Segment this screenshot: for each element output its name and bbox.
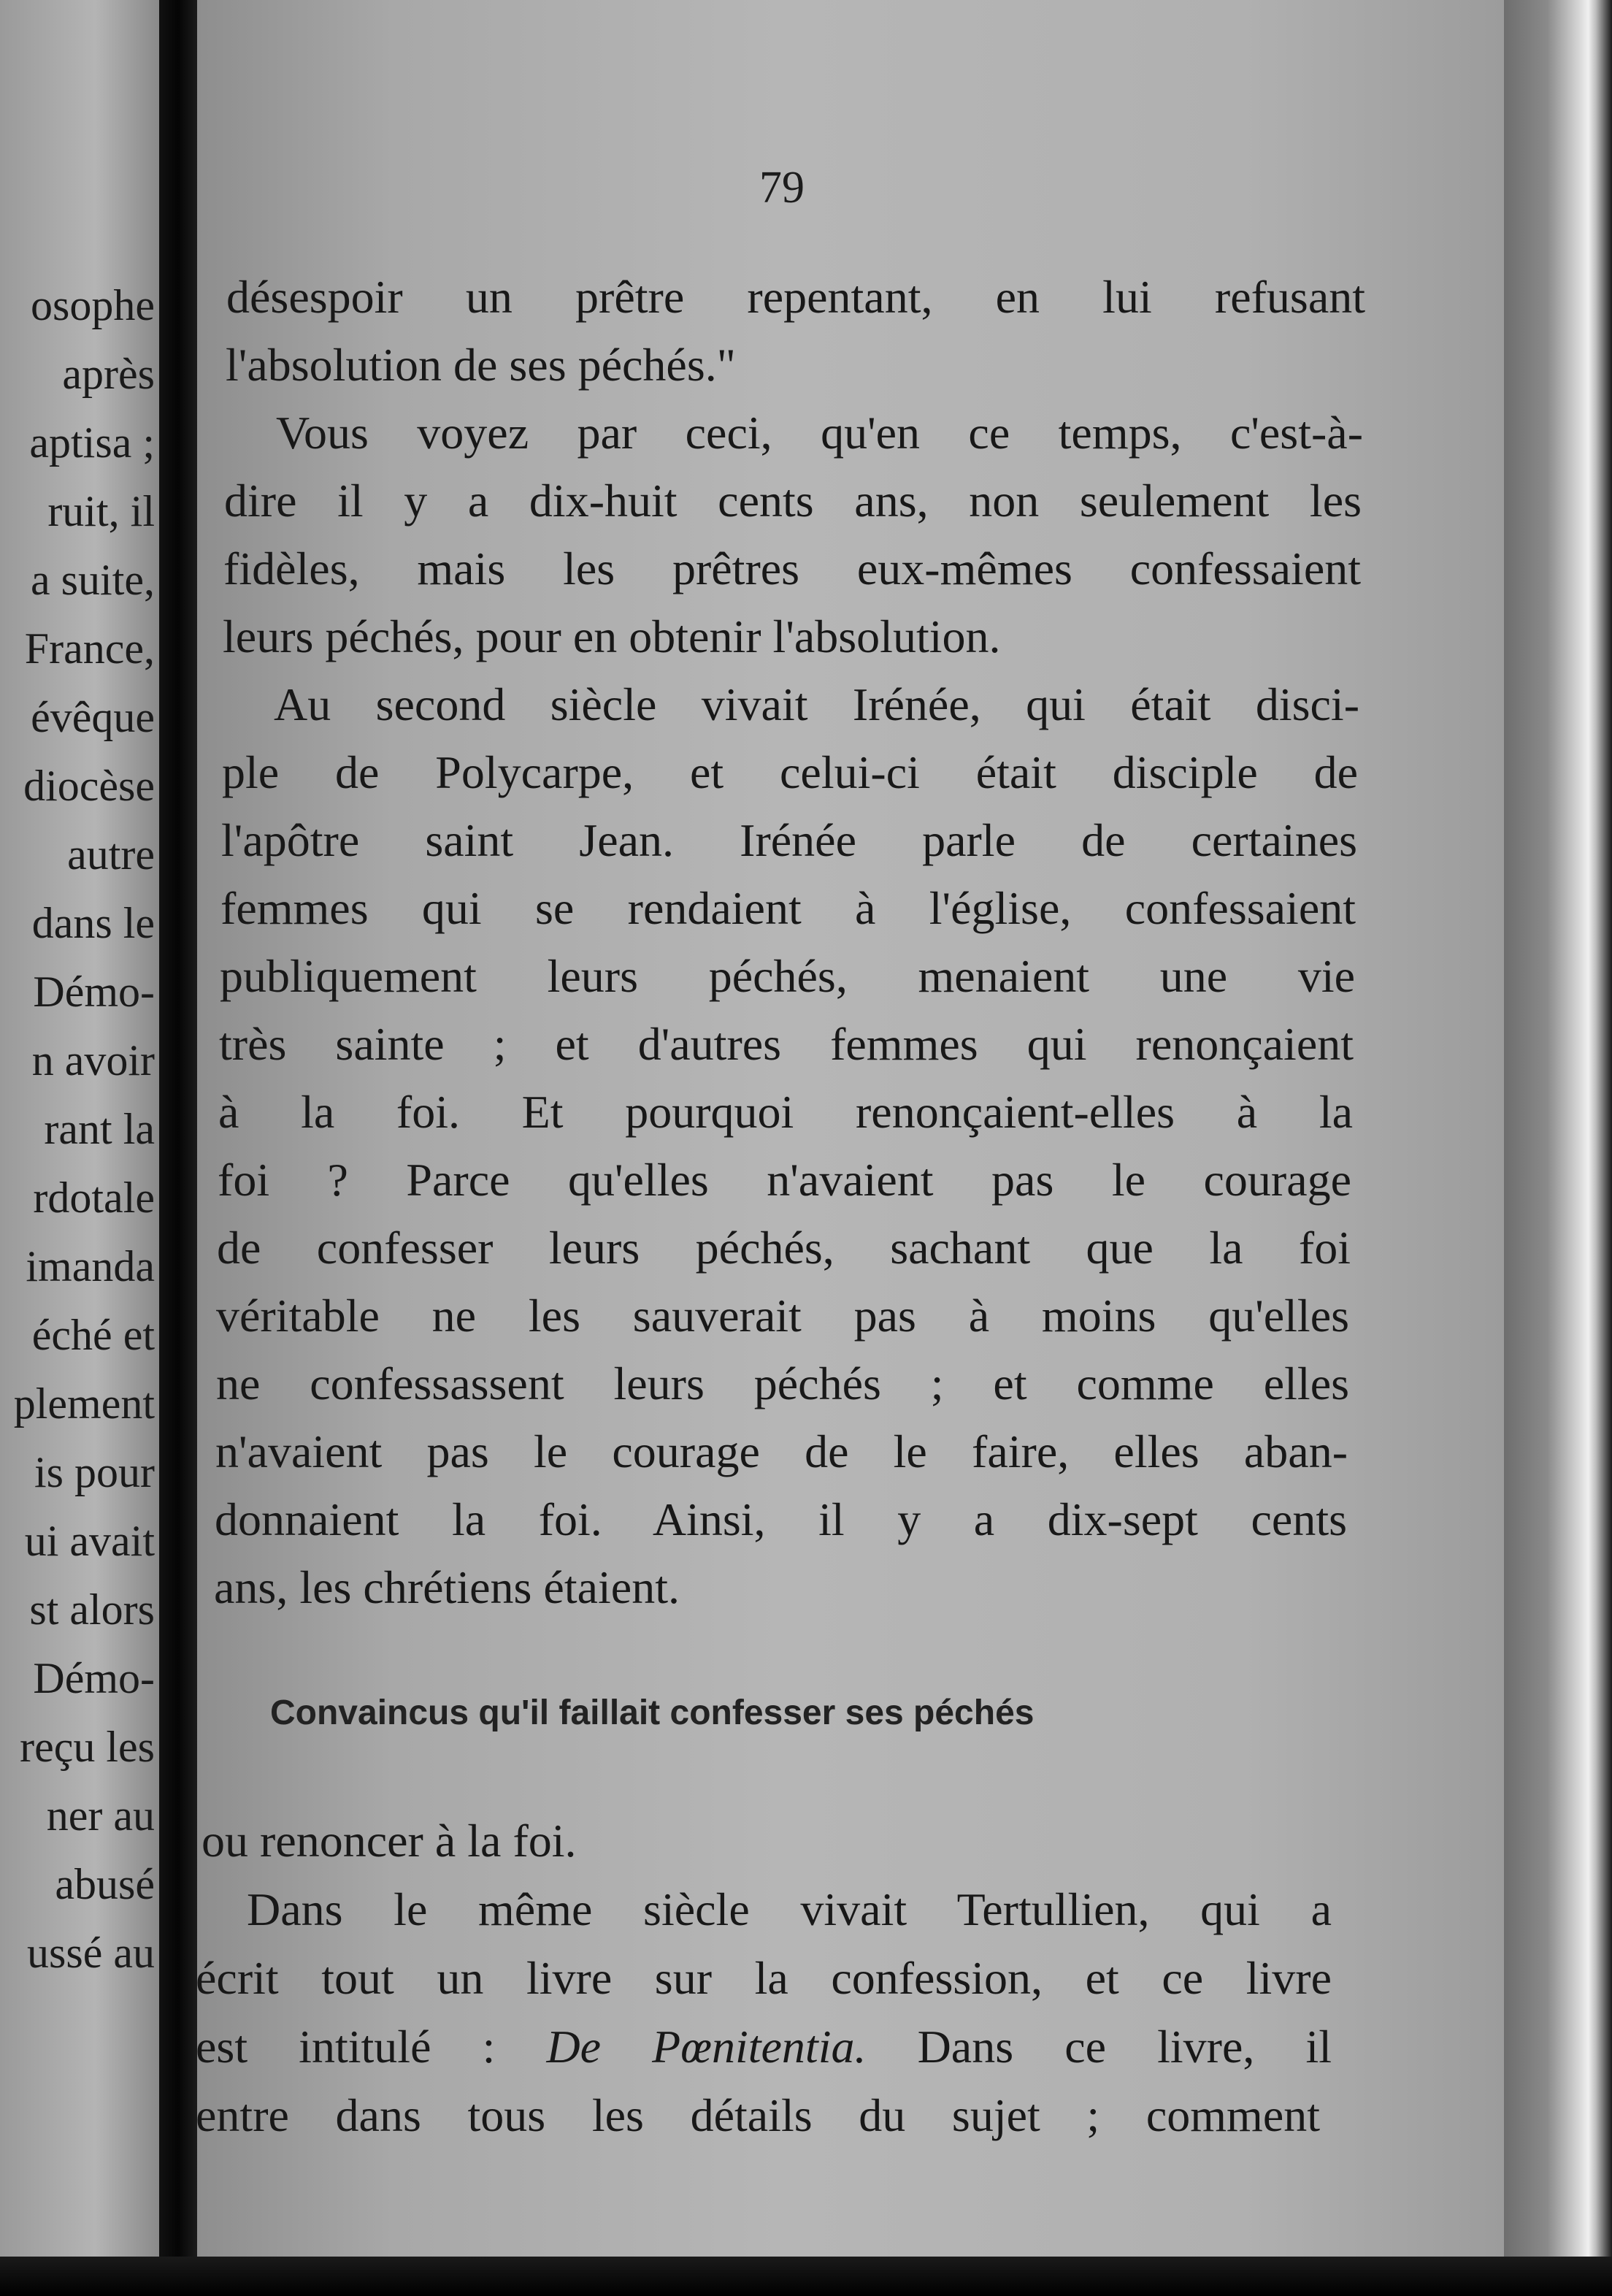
left-page-line: reçu les (20, 1723, 155, 1771)
left-page-line: ruit, il (47, 487, 155, 535)
text-line-with-title (196, 2020, 1332, 2074)
left-page-fragment (0, 0, 159, 2296)
text-line: Au second siècle vivait Irénée, qui était disci- (274, 678, 1359, 730)
page-number: 79 (759, 163, 805, 213)
scan-border (0, 2257, 1612, 2296)
text-line: écrit tout un livre sur la confession, et ce livre (196, 1952, 1332, 2004)
text-line: donnaient la foi. Ainsi, il y a dix-sept cents (215, 1493, 1347, 1545)
text-line: Dans le même siècle vivait Tertullien, qui a (247, 1883, 1332, 1935)
left-page-line: plement (13, 1379, 155, 1428)
left-page-line: imanda (26, 1242, 155, 1290)
left-page-line: France, (24, 624, 155, 673)
left-page-line: rdotale (33, 1174, 155, 1222)
text-line: très sainte ; et d'autres femmes qui renonçaient (219, 1018, 1354, 1070)
left-page-line: ussé au (27, 1929, 155, 1977)
text-line: à la foi. Et pourquoi renonçaient-elles à la (218, 1086, 1353, 1138)
left-page-line: ner au (46, 1791, 155, 1840)
text-line: n'avaient pas le courage de le faire, elles aban- (215, 1426, 1348, 1477)
section-subheading: Convaincus qu'il faillait confesser ses péchés (270, 1694, 1035, 1732)
left-page-line: évêque (31, 693, 155, 741)
left-page-line: Démo- (33, 1654, 155, 1702)
text-line: femmes qui se rendaient à l'église, confessaient (220, 882, 1356, 934)
text-line: foi ? Parce qu'elles n'avaient pas le courage (218, 1154, 1351, 1206)
left-page-line: dans le (31, 899, 155, 947)
left-page-line: aptisa ; (29, 418, 155, 467)
book-title: De Pœnitentia. (546, 2021, 867, 2073)
left-page-line: st alors (29, 1585, 155, 1634)
left-page-line: abusé (55, 1860, 155, 1908)
text-fragment: Dans ce livre, il (866, 2021, 1332, 2073)
text-line: l'absolution de ses péchés." (226, 339, 736, 391)
left-page-line: rant la (44, 1105, 155, 1153)
left-page-line: autre (67, 830, 155, 879)
book-gutter (159, 0, 197, 2296)
text-line: fidèles, mais les prêtres eux-mêmes confessaient (223, 543, 1361, 594)
text-line: désespoir un prêtre repentant, en lui refusant (226, 271, 1365, 323)
text-line: ou renoncer à la foi. (202, 1815, 577, 1867)
text-line: Vous voyez par ceci, qu'en ce temps, c'est-à- (276, 407, 1363, 459)
text-line: ans, les chrétiens étaient. (214, 1561, 680, 1613)
page-edge (1504, 0, 1612, 2296)
text-line: ple de Polycarpe, et celui-ci était disciple de (222, 746, 1358, 798)
left-page-line: Démo- (33, 968, 155, 1016)
left-page-line: éché et (31, 1311, 155, 1359)
left-page-line: a suite, (31, 556, 155, 604)
text-line: entre dans tous les détails du sujet ; comment (196, 2089, 1320, 2141)
left-page-line: osophe (31, 281, 155, 329)
text-line: leurs péchés, pour en obtenir l'absolution. (223, 611, 1001, 662)
text-line: dire il y a dix-huit cents ans, non seulement les (224, 475, 1362, 527)
left-page-line: n avoir (31, 1036, 155, 1084)
text-line: publiquement leurs péchés, menaient une vie (220, 950, 1355, 1002)
text-line: véritable ne les sauverait pas à moins qu'elles (216, 1290, 1349, 1342)
text-line: de confesser leurs péchés, sachant que la foi (217, 1222, 1351, 1274)
text-line: ne confessassent leurs péchés ; et comme elles (216, 1358, 1349, 1409)
text-line: l'apôtre saint Jean. Irénée parle de certaines (221, 814, 1357, 866)
left-page-line: is pour (34, 1448, 155, 1496)
left-page-line: après (62, 350, 155, 398)
text-fragment: est intitulé : (196, 2021, 547, 2073)
left-page-line: diocèse (23, 762, 155, 810)
left-page-line: ui avait (24, 1517, 155, 1565)
